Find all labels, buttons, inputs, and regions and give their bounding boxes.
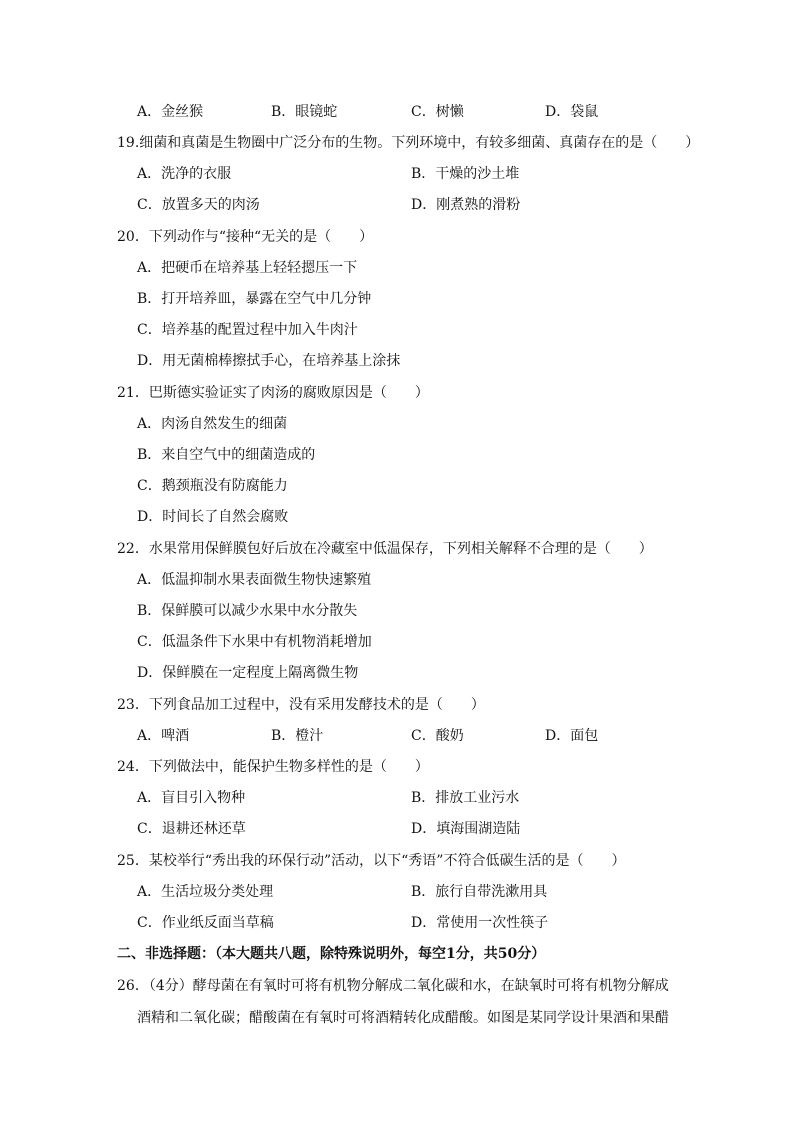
q25-stem: 25．某校举行“秀出我的环保行动”活动，以下“秀语”不符合低碳生活的是（ ） [117,853,626,869]
q19-option-b: B．干燥的沙土堆 [411,166,520,182]
q25-option-a: A．生活垃圾分类处理 [137,884,274,900]
q24-option-b: B．排放工业污水 [411,790,520,806]
q21-option-c: C．鹅颈瓶没有防腐能力 [137,478,288,494]
q19-option-d: D．刚煮熟的滑粉 [411,197,521,213]
q26-line2: 酒精和二氧化碳；醋酸菌在有氧时可将酒精转化成醋酸。如图是某同学设计果酒和果醋 [137,1010,669,1026]
q22-option-c: C．低温条件下水果中有机物消耗增加 [137,634,372,650]
q22-option-a: A．低温抑制水果表面微生物快速繁殖 [137,572,372,588]
q23-stem: 23．下列食品加工过程中，没有采用发酵技术的是（ ） [117,697,485,713]
q18-option-c: C．树懒 [411,104,464,120]
q18-option-b: B．眼镜蛇 [271,104,338,120]
q20-option-d: D．用无菌棉棒擦拭手心，在培养基上涂抹 [137,353,401,369]
q21-stem: 21．巴斯德实验证实了肉汤的腐败原因是（ ） [117,385,429,401]
q20-option-b: B．打开培养皿，暴露在空气中几分钟 [137,291,372,307]
section-heading: 二、非选择题：（本大题共八题，除特殊说明外，每空1分，共50分） [117,946,546,962]
q21-option-d: D．时间长了自然会腐败 [137,509,289,525]
q21-option-a: A．肉汤自然发生的细菌 [137,416,288,432]
q19-option-a: A．洗净的衣服 [137,166,232,182]
q24-option-a: A．盲目引入物种 [137,790,246,806]
q26-line1: 26．（4分）酵母菌在有氧时可将有机物分解成二氧化碳和水，在缺氧时可将有机物分解成 [117,978,669,994]
q22-option-d: D．保鲜膜在一定程度上隔离微生物 [137,665,359,681]
q23-option-c: C．酸奶 [411,728,464,744]
q22-option-b: B．保鲜膜可以减少水果中水分散失 [137,603,358,619]
q24-option-d: D．填海围湖造陆 [411,821,521,837]
q19-stem: 19.细菌和真菌是生物圈中广泛分布的生物。下列环境中，有较多细菌、真菌存在的是（ ） [117,135,700,151]
q24-option-c: C．退耕还林还草 [137,821,246,837]
q18-option-a: A．金丝猴 [137,104,204,120]
q24-stem: 24．下列做法中，能保护生物多样性的是（ ） [117,759,429,775]
q25-option-b: B．旅行自带洗漱用具 [411,884,548,900]
q23-option-b: B．橙汁 [271,728,324,744]
q19-option-c: C．放置多天的肉汤 [137,197,260,213]
q20-stem: 20．下列动作与“接种“无关的是（ ） [117,229,374,245]
q23-option-d: D．面包 [545,728,599,744]
q18-option-d: D．袋鼠 [545,104,599,120]
q22-stem: 22．水果常用保鲜膜包好后放在冷藏室中低温保存，下列相关解释不合理的是（ ） [117,541,653,557]
q21-option-b: B．来自空气中的细菌造成的 [137,447,316,463]
q25-option-d: D．常使用一次性筷子 [411,915,549,931]
q23-option-a: A．啤酒 [137,728,190,744]
q25-option-c: C．作业纸反面当草稿 [137,915,274,931]
q20-option-c: C．培养基的配置过程中加入牛肉汁 [137,322,358,338]
q20-option-a: A．把硬币在培养基上轻轻摁压一下 [137,260,358,276]
